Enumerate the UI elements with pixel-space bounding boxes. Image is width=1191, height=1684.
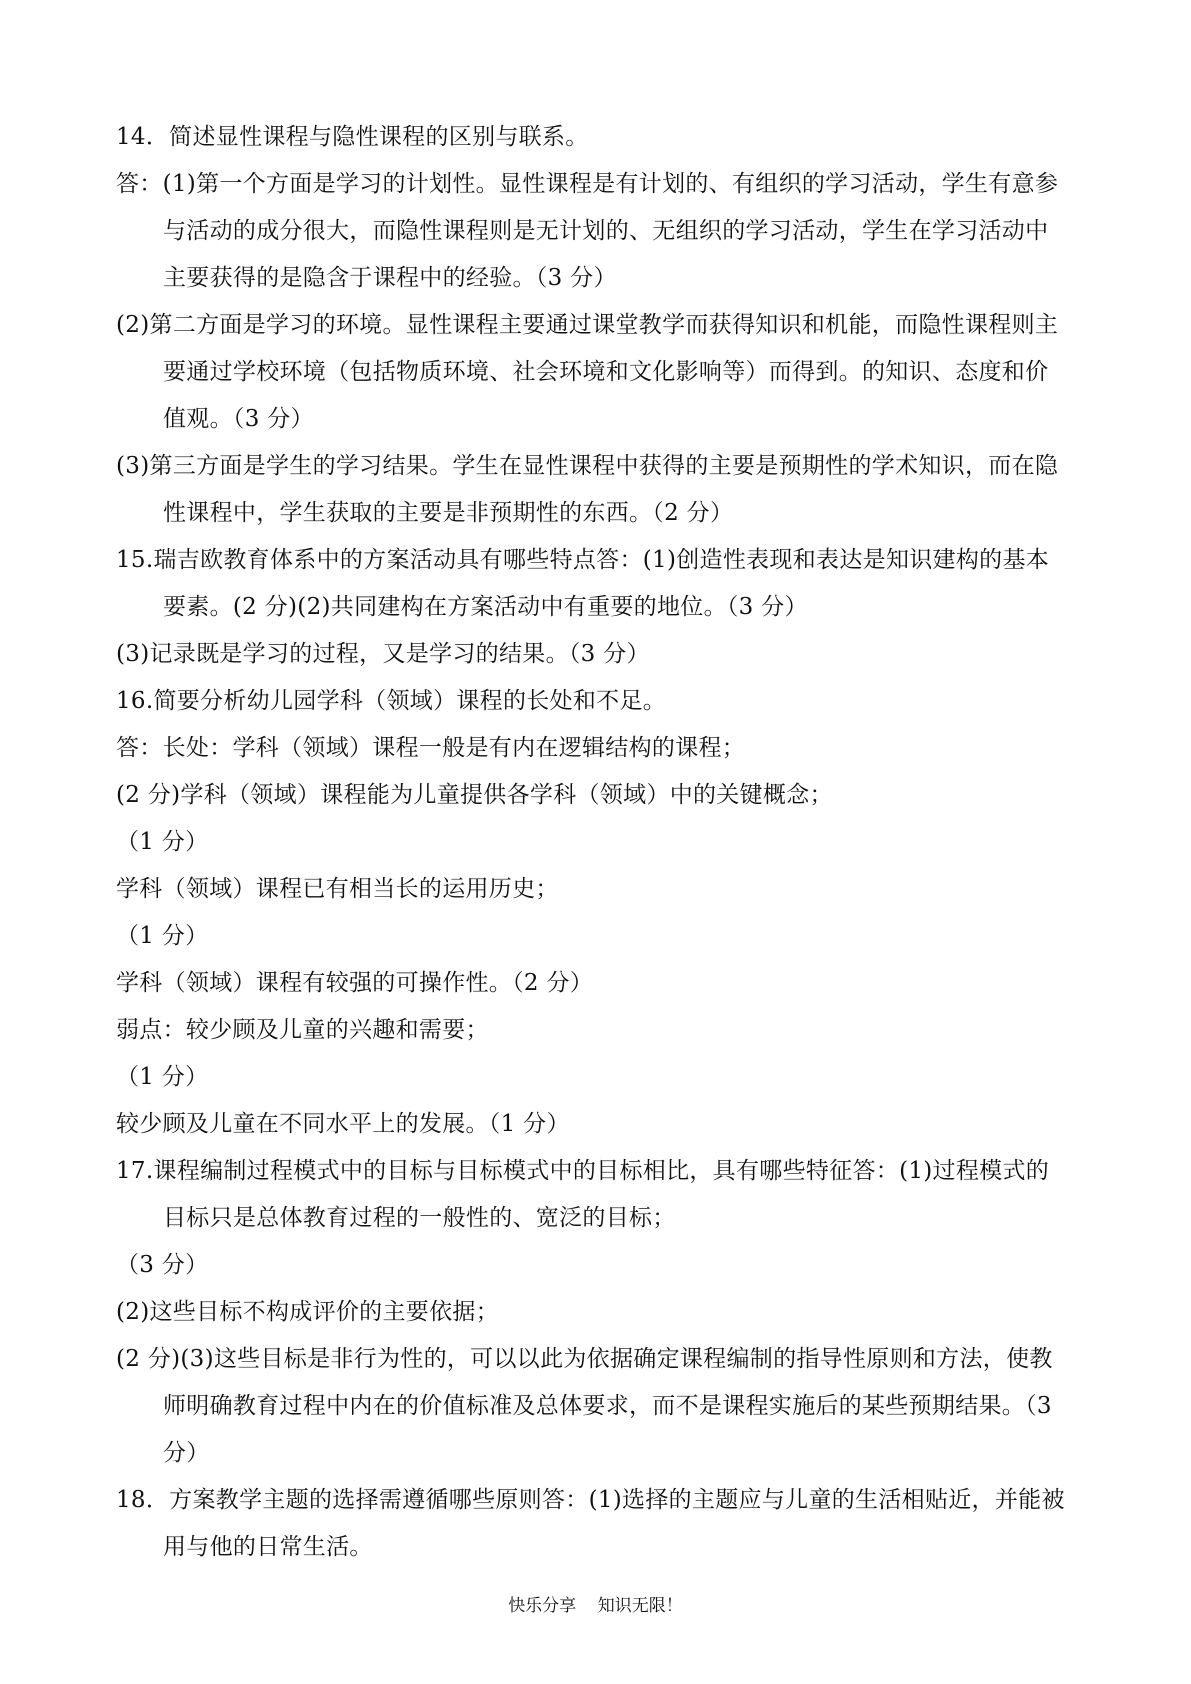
question-16-title: 16.简要分析幼儿园学科（领域）课程的长处和不足。 bbox=[116, 688, 667, 714]
answer-16-line: 弱点：较少顾及儿童的兴趣和需要； bbox=[116, 1017, 489, 1043]
answer-17-part-3-cont: 分） bbox=[163, 1440, 210, 1466]
question-15-cont: 要素。(2 分)(2)共同建构在方案活动中有重要的地位。（3 分） bbox=[163, 594, 808, 620]
answer-14-part-1-cont: 与活动的成分很大，而隐性课程则是无计划的、无组织的学习活动，学生在学习活动中 bbox=[163, 218, 1049, 244]
answer-16-line: 学科（领域）课程有较强的可操作性。（2 分） bbox=[116, 970, 594, 996]
question-17: 17.课程编制过程模式中的目标与目标模式中的目标相比，具有哪些特征答：(1)过程模式的 bbox=[116, 1158, 1050, 1184]
answer-16-score: （1 分） bbox=[116, 1064, 209, 1090]
answer-14-part-3-cont: 性课程中，学生获取的主要是非预期性的东西。（2 分） bbox=[163, 500, 734, 526]
question-15: 15.瑞吉欧教育体系中的方案活动具有哪些特点答：(1)创造性表现和表达是知识建构的基本 bbox=[116, 547, 1050, 573]
answer-16-line: (2 分)学科（领域）课程能为儿童提供各学科（领域）中的关键概念； bbox=[116, 782, 833, 808]
answer-17-score: （3 分） bbox=[116, 1252, 209, 1278]
page-footer: 快乐分享 知识无限！ bbox=[508, 1596, 683, 1616]
document-body bbox=[116, 114, 1076, 1571]
question-18-cont: 用与他的日常生活。 bbox=[163, 1534, 373, 1560]
question-14-title: 14．简述显性课程与隐性课程的区别与联系。 bbox=[116, 124, 589, 150]
answer-17-part-2: (2)这些目标不构成评价的主要依据； bbox=[116, 1299, 499, 1325]
answer-14-part-3: (3)第三方面是学生的学习结果。学生在显性课程中获得的主要是预期性的学术知识，而在隐 bbox=[116, 453, 1059, 479]
answer-17-part-3: (2 分)(3)这些目标是非行为性的，可以以此为依据确定课程编制的指导性原则和方法，使教 bbox=[116, 1346, 1053, 1372]
answer-16-line: 答：长处：学科（领域）课程一般是有内在逻辑结构的课程； bbox=[116, 735, 746, 761]
answer-15-part-3: (3)记录既是学习的过程，又是学习的结果。（3 分） bbox=[116, 641, 650, 667]
answer-16-score: （1 分） bbox=[116, 923, 209, 949]
answer-14-part-1-cont: 主要获得的是隐含于课程中的经验。（3 分） bbox=[163, 265, 617, 291]
answer-17-part-3-cont: 师明确教育过程中内在的价值标准及总体要求，而不是课程实施后的某些预期结果。（3 bbox=[163, 1393, 1052, 1419]
answer-14-part-1: 答：(1)第一个方面是学习的计划性。显性课程是有计划的、有组织的学习活动，学生有意参 bbox=[116, 171, 1059, 197]
answer-14-part-2-cont: 值观。（3 分） bbox=[163, 406, 314, 432]
answer-14-part-2: (2)第二方面是学习的环境。显性课程主要通过课堂教学而获得知识和机能，而隐性课程则主 bbox=[116, 312, 1059, 338]
question-18: 18．方案教学主题的选择需遵循哪些原则答：(1)选择的主题应与儿童的生活相贴近，并能被 bbox=[116, 1487, 1065, 1513]
question-17-cont: 目标只是总体教育过程的一般性的、宽泛的目标； bbox=[163, 1205, 676, 1231]
answer-16-score: （1 分） bbox=[116, 829, 209, 855]
answer-16-line: 较少顾及儿童在不同水平上的发展。（1 分） bbox=[116, 1111, 570, 1137]
answer-16-line: 学科（领域）课程已有相当长的运用历史； bbox=[116, 876, 559, 902]
answer-14-part-2-cont: 要通过学校环境（包括物质环境、社会环境和文化影响等）而得到。的知识、态度和价 bbox=[163, 359, 1049, 385]
